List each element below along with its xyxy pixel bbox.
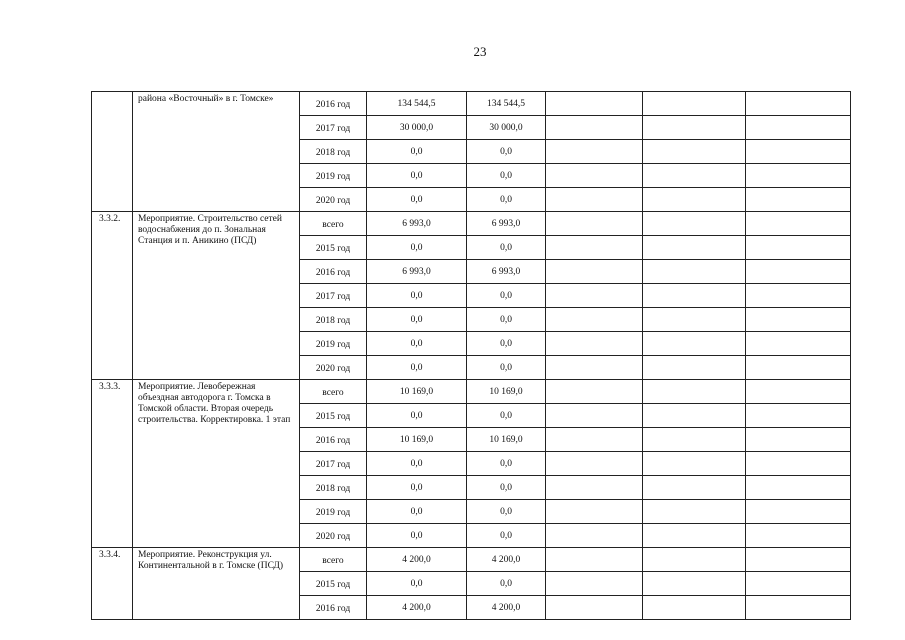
total-amount-cell: 0,0 — [367, 404, 467, 428]
table-row — [92, 380, 851, 404]
year-cell: 2020 год — [300, 524, 367, 548]
budget-amount-cell: 10 169,0 — [467, 428, 546, 452]
total-amount-cell: 4 200,0 — [367, 548, 467, 572]
total-amount-cell: 134 544,5 — [367, 92, 467, 116]
empty-cell — [546, 188, 643, 212]
empty-cell — [546, 548, 643, 572]
total-amount-cell: 10 169,0 — [367, 428, 467, 452]
empty-cell — [546, 428, 643, 452]
empty-cell — [546, 92, 643, 116]
empty-cell — [746, 236, 851, 260]
empty-cell — [643, 356, 746, 380]
empty-cell — [643, 572, 746, 596]
total-amount-cell: 0,0 — [367, 524, 467, 548]
empty-cell — [746, 308, 851, 332]
budget-amount-cell: 0,0 — [467, 140, 546, 164]
total-amount-cell: 0,0 — [367, 356, 467, 380]
budget-amount-cell: 0,0 — [467, 308, 546, 332]
empty-cell — [746, 476, 851, 500]
total-amount-cell: 30 000,0 — [367, 116, 467, 140]
empty-cell — [546, 284, 643, 308]
empty-cell — [746, 524, 851, 548]
budget-amount-cell: 10 169,0 — [467, 380, 546, 404]
empty-cell — [746, 212, 851, 236]
empty-cell — [746, 164, 851, 188]
item-number-cell: 3.3.2. — [92, 212, 133, 380]
empty-cell — [546, 452, 643, 476]
total-amount-cell: 10 169,0 — [367, 380, 467, 404]
page-number: 23 — [473, 44, 487, 59]
empty-cell — [643, 164, 746, 188]
budget-amount-cell: 0,0 — [467, 404, 546, 428]
item-name-cell: Мероприятие. Строительство сетей водоснабжения до п. Зональная Станция и п. Аникино (ПСД) — [133, 212, 300, 380]
budget-amount-cell: 0,0 — [467, 476, 546, 500]
year-cell: 2019 год — [300, 164, 367, 188]
empty-cell — [546, 212, 643, 236]
total-amount-cell: 0,0 — [367, 572, 467, 596]
total-amount-cell: 0,0 — [367, 140, 467, 164]
empty-cell — [546, 164, 643, 188]
year-cell: 2017 год — [300, 452, 367, 476]
item-name-cell: Мероприятие. Левобережная объездная автодорога г. Томска в Томской области. Вторая очередь строительства. Корректировка. 1 этап — [133, 380, 300, 548]
item-name-cell: района «Восточный» в г. Томске» — [133, 92, 300, 212]
total-amount-cell: 6 993,0 — [367, 212, 467, 236]
item-name-cell: Мероприятие. Реконструкция ул. Континентальной в г. Томске (ПСД) — [133, 548, 300, 620]
empty-cell — [643, 428, 746, 452]
empty-cell — [643, 308, 746, 332]
year-cell: 2019 год — [300, 500, 367, 524]
table-row — [92, 212, 851, 236]
empty-cell — [546, 596, 643, 620]
year-cell: 2019 год — [300, 332, 367, 356]
year-cell: 2017 год — [300, 116, 367, 140]
empty-cell — [643, 236, 746, 260]
empty-cell — [546, 116, 643, 140]
empty-cell — [546, 500, 643, 524]
year-cell: всего — [300, 380, 367, 404]
item-number-cell — [92, 92, 133, 212]
budget-amount-cell: 134 544,5 — [467, 92, 546, 116]
empty-cell — [746, 404, 851, 428]
year-cell: 2016 год — [300, 428, 367, 452]
empty-cell — [746, 596, 851, 620]
total-amount-cell: 0,0 — [367, 500, 467, 524]
total-amount-cell: 0,0 — [367, 188, 467, 212]
empty-cell — [643, 260, 746, 284]
budget-amount-cell: 30 000,0 — [467, 116, 546, 140]
empty-cell — [746, 284, 851, 308]
empty-cell — [546, 260, 643, 284]
empty-cell — [546, 404, 643, 428]
empty-cell — [546, 572, 643, 596]
total-amount-cell: 6 993,0 — [367, 260, 467, 284]
total-amount-cell: 0,0 — [367, 308, 467, 332]
table-body — [92, 92, 851, 620]
empty-cell — [546, 236, 643, 260]
empty-cell — [643, 212, 746, 236]
empty-cell — [643, 188, 746, 212]
empty-cell — [546, 308, 643, 332]
item-number-cell: 3.3.3. — [92, 380, 133, 548]
empty-cell — [546, 140, 643, 164]
total-amount-cell: 0,0 — [367, 452, 467, 476]
total-amount-cell: 0,0 — [367, 332, 467, 356]
total-amount-cell: 0,0 — [367, 164, 467, 188]
year-cell: 2015 год — [300, 572, 367, 596]
empty-cell — [643, 380, 746, 404]
year-cell: 2020 год — [300, 188, 367, 212]
total-amount-cell: 0,0 — [367, 476, 467, 500]
budget-amount-cell: 0,0 — [467, 500, 546, 524]
empty-cell — [643, 596, 746, 620]
item-number-cell: 3.3.4. — [92, 548, 133, 620]
budget-amount-cell: 0,0 — [467, 284, 546, 308]
budget-amount-cell: 4 200,0 — [467, 548, 546, 572]
total-amount-cell: 4 200,0 — [367, 596, 467, 620]
empty-cell — [546, 380, 643, 404]
year-cell: 2016 год — [300, 596, 367, 620]
empty-cell — [643, 140, 746, 164]
empty-cell — [746, 380, 851, 404]
budget-amount-cell: 0,0 — [467, 164, 546, 188]
empty-cell — [746, 332, 851, 356]
empty-cell — [643, 116, 746, 140]
budget-amount-cell: 0,0 — [467, 332, 546, 356]
empty-cell — [643, 452, 746, 476]
budget-amount-cell: 0,0 — [467, 356, 546, 380]
empty-cell — [746, 116, 851, 140]
year-cell: всего — [300, 548, 367, 572]
empty-cell — [643, 404, 746, 428]
total-amount-cell: 0,0 — [367, 284, 467, 308]
empty-cell — [746, 548, 851, 572]
empty-cell — [546, 476, 643, 500]
empty-cell — [746, 452, 851, 476]
empty-cell — [746, 140, 851, 164]
table-row — [92, 92, 851, 116]
year-cell: 2016 год — [300, 260, 367, 284]
table-row — [92, 548, 851, 572]
empty-cell — [546, 356, 643, 380]
budget-amount-cell: 0,0 — [467, 452, 546, 476]
empty-cell — [746, 260, 851, 284]
empty-cell — [746, 572, 851, 596]
empty-cell — [746, 356, 851, 380]
year-cell: 2018 год — [300, 308, 367, 332]
year-cell: 2016 год — [300, 92, 367, 116]
year-cell: 2020 год — [300, 356, 367, 380]
empty-cell — [643, 524, 746, 548]
budget-amount-cell: 0,0 — [467, 236, 546, 260]
budget-amount-cell: 0,0 — [467, 524, 546, 548]
year-cell: 2015 год — [300, 404, 367, 428]
budget-amount-cell: 4 200,0 — [467, 596, 546, 620]
budget-amount-cell: 0,0 — [467, 572, 546, 596]
empty-cell — [746, 188, 851, 212]
year-cell: 2018 год — [300, 476, 367, 500]
empty-cell — [643, 476, 746, 500]
budget-amount-cell: 6 993,0 — [467, 212, 546, 236]
year-cell: 2017 год — [300, 284, 367, 308]
empty-cell — [546, 332, 643, 356]
empty-cell — [546, 524, 643, 548]
budget-table — [91, 91, 851, 620]
budget-amount-cell: 0,0 — [467, 188, 546, 212]
year-cell: 2015 год — [300, 236, 367, 260]
empty-cell — [643, 500, 746, 524]
empty-cell — [746, 428, 851, 452]
empty-cell — [746, 500, 851, 524]
empty-cell — [643, 332, 746, 356]
empty-cell — [643, 284, 746, 308]
empty-cell — [643, 92, 746, 116]
budget-amount-cell: 6 993,0 — [467, 260, 546, 284]
empty-cell — [643, 548, 746, 572]
year-cell: 2018 год — [300, 140, 367, 164]
year-cell: всего — [300, 212, 367, 236]
total-amount-cell: 0,0 — [367, 236, 467, 260]
empty-cell — [746, 92, 851, 116]
